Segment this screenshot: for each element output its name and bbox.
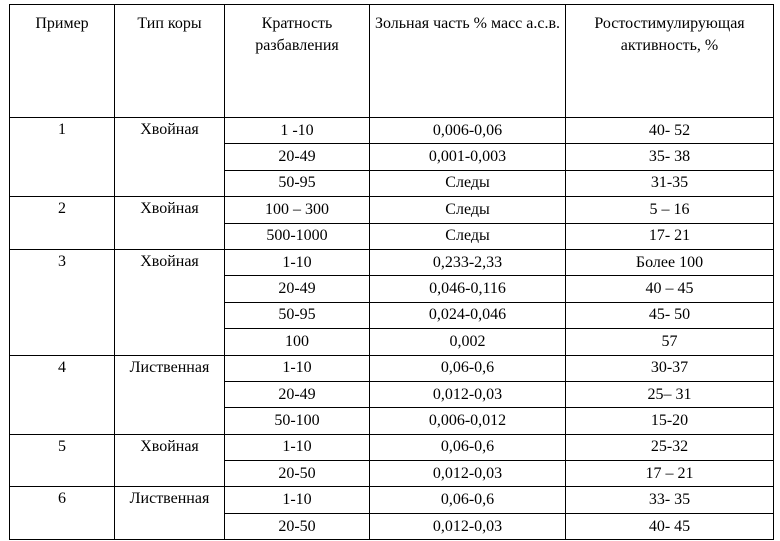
ash-cell: 0,001-0,003 [370,144,566,170]
activity-cell: 40- 45 [566,513,774,539]
header-row [10,5,774,118]
activity-cell: Более 100 [566,249,774,275]
activity-cell: 15-20 [566,408,774,434]
bark-type: Хвойная [115,249,225,355]
dilution-cell: 50-100 [225,408,370,434]
ash-cell: 0,046-0,116 [370,276,566,302]
ash-cell: 0,06-0,6 [370,487,566,513]
bark-type: Хвойная [115,118,225,197]
table-row [10,249,774,275]
header-dilution: Кратность разбавления [225,5,370,118]
ash-cell: 0,233-2,33 [370,249,566,275]
activity-cell: 25-32 [566,434,774,460]
bark-type: Хвойная [115,434,225,487]
example-number: 1 [10,118,115,197]
example-number: 6 [10,487,115,540]
activity-cell: 33- 35 [566,487,774,513]
example-number: 2 [10,197,115,250]
dilution-cell: 100 – 300 [225,197,370,223]
data-table [9,4,774,540]
dilution-cell: 100 [225,329,370,355]
header-bark-type: Тип коры [115,5,225,118]
ash-cell: Следы [370,197,566,223]
table-row [10,355,774,381]
ash-cell: 0,06-0,6 [370,355,566,381]
dilution-cell: 1-10 [225,487,370,513]
dilution-cell: 1-10 [225,434,370,460]
dilution-cell: 1-10 [225,249,370,275]
ash-cell: Следы [370,223,566,249]
activity-cell: 17 – 21 [566,461,774,487]
example-number: 5 [10,434,115,487]
activity-cell: 31-35 [566,170,774,196]
ash-cell: 0,006-0,012 [370,408,566,434]
table-row [10,487,774,513]
ash-cell: 0,024-0,046 [370,302,566,328]
activity-cell: 45- 50 [566,302,774,328]
header-activity: Ростостимулирующая активность, % [566,5,774,118]
example-number: 3 [10,249,115,355]
activity-cell: 35- 38 [566,144,774,170]
table-body [10,118,774,540]
header-example: Пример [10,5,115,118]
bark-type: Лиственная [115,487,225,540]
ash-cell: 0,006-0,06 [370,118,566,144]
activity-cell: 40- 52 [566,118,774,144]
dilution-cell: 20-50 [225,461,370,487]
ash-cell: 0,012-0,03 [370,461,566,487]
example-number: 4 [10,355,115,434]
dilution-cell: 1 -10 [225,118,370,144]
activity-cell: 57 [566,329,774,355]
dilution-cell: 50-95 [225,302,370,328]
activity-cell: 5 – 16 [566,197,774,223]
table-row [10,434,774,460]
activity-cell: 17- 21 [566,223,774,249]
activity-cell: 30-37 [566,355,774,381]
activity-cell: 40 – 45 [566,276,774,302]
header-ash: Зольная часть % масс а.с.в. [370,5,566,118]
bark-type: Лиственная [115,355,225,434]
ash-cell: Следы [370,170,566,196]
table-row [10,118,774,144]
table-row [10,197,774,223]
dilution-cell: 20-50 [225,513,370,539]
dilution-cell: 1-10 [225,355,370,381]
bark-type: Хвойная [115,197,225,250]
dilution-cell: 20-49 [225,144,370,170]
ash-cell: 0,012-0,03 [370,513,566,539]
dilution-cell: 20-49 [225,381,370,407]
dilution-cell: 20-49 [225,276,370,302]
dilution-cell: 500-1000 [225,223,370,249]
activity-cell: 25– 31 [566,381,774,407]
ash-cell: 0,06-0,6 [370,434,566,460]
dilution-cell: 50-95 [225,170,370,196]
ash-cell: 0,012-0,03 [370,381,566,407]
ash-cell: 0,002 [370,329,566,355]
